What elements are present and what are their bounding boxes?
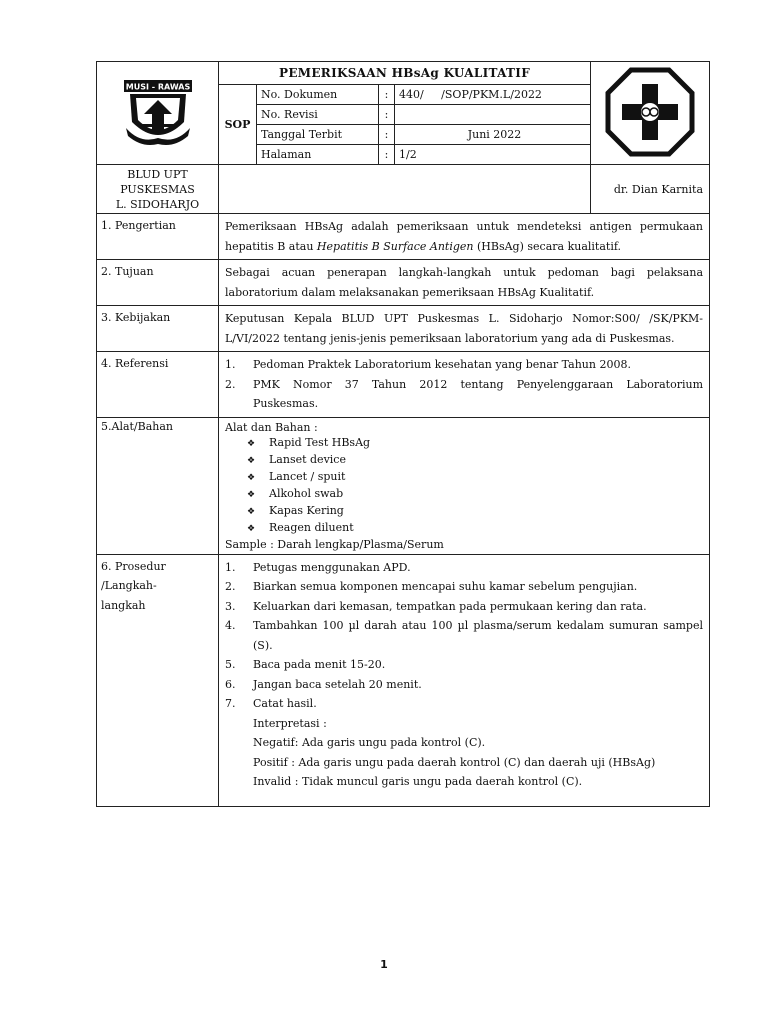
sop-document <box>96 61 709 807</box>
section-content-alat-bahan <box>219 417 710 554</box>
list-item: ❖ Rapid Test HBsAg <box>247 435 703 452</box>
label-line: langkah <box>101 598 146 612</box>
list-number: 1. <box>225 358 236 371</box>
list-text: Keluarkan dari kemasan, tempatkan pada permukaan kering dan rata. <box>253 599 647 613</box>
section-content-kebijakan: Keputusan Kepala BLUD UPT Puskesmas L. Sidoharjo Nomor:S00/ /SK/PKM-L/VI/2022 tentang jenis-jenis pemeriksaan laboratorium yang ada di Puskesmas. <box>219 306 710 352</box>
puskesmas-logo-cell <box>591 62 710 165</box>
list-text: Pedoman Praktek Laboratorium kesehatan yang benar Tahun 2008. <box>253 358 631 371</box>
interpretation-heading: Interpretasi : <box>253 716 327 730</box>
section-label-kebijakan: 3. Kebijakan <box>97 306 219 352</box>
puskesmas-logo <box>604 66 696 158</box>
list-number: 6. <box>225 677 236 691</box>
procedure-list <box>225 558 703 714</box>
section-label-referensi: 4. Referensi <box>97 352 219 418</box>
institution-line: L. SIDOHARJO <box>115 197 200 211</box>
list-item <box>225 694 703 714</box>
list-text: Biarkan semua komponen mencapai suhu kamar sebelum pengujian. <box>253 580 638 593</box>
pengertian-italic-term: Hepatitis B Surface Antigen <box>316 239 474 253</box>
list-number: 5. <box>225 658 236 671</box>
list-item <box>225 675 703 695</box>
list-item <box>225 597 703 617</box>
label-line: 6. Prosedur <box>101 559 166 573</box>
pengertian-text: Pemeriksaan HBsAg adalah pemeriksaan untuk mendeteksi antigen permukaan hepatitis B atau <box>225 220 704 253</box>
section-label-pengertian: 1. Pengertian <box>97 214 219 260</box>
list-number: 7. <box>225 697 236 710</box>
logo-text: MUSI - RAWAS <box>125 82 190 92</box>
signature-area <box>219 165 591 214</box>
signatory-name: dr. Dian Karnita <box>591 165 710 214</box>
interpretation-invalid: Invalid : Tidak muncul garis ungu pada daerah kontrol (C). <box>253 775 583 788</box>
musi-rawas-logo <box>122 78 194 148</box>
meta-colon: : <box>379 125 395 145</box>
list-item <box>225 616 703 655</box>
list-item: ❖ Alkohol swab <box>247 486 703 503</box>
page-number: 1 <box>380 958 388 971</box>
meta-label-tanggal-terbit: Tanggal Terbit <box>257 125 379 145</box>
list-number: 2. <box>225 377 236 391</box>
interpretation-negative: Negatif: Ada garis ungu pada kontrol (C). <box>253 736 486 749</box>
label-line: /Langkah- <box>101 579 157 592</box>
meta-value-tanggal-terbit: Juni 2022 <box>395 125 591 145</box>
meta-colon: : <box>379 85 395 105</box>
meta-label-no-revisi: No. Revisi <box>257 105 379 125</box>
list-text: Tambahkan 100 µl darah atau 100 µl plasma/serum kedalam sumuran sampel (S). <box>253 619 704 652</box>
section-content-tujuan: Sebagai acuan penerapan langkah-langkah untuk pedoman bagi pelaksana laboratorium dalam melaksanakan pemeriksaan HBsAg Kualitatif. <box>219 260 710 306</box>
list-item <box>225 655 703 675</box>
meta-value-no-revisi <box>395 105 591 125</box>
list-item <box>225 558 703 578</box>
list-item: ❖ Lancet / spuit <box>247 469 703 486</box>
section-label-tujuan: 2. Tujuan <box>97 260 219 306</box>
list-item <box>225 577 703 597</box>
meta-value-halaman: 1/2 <box>395 145 591 165</box>
list-text: Petugas menggunakan APD. <box>253 560 411 574</box>
list-item <box>225 375 703 414</box>
meta-colon: : <box>379 145 395 165</box>
sample-line: Sample : Darah lengkap/Plasma/Serum <box>225 537 444 551</box>
section-content-prosedur <box>219 554 710 806</box>
institution-line: BLUD UPT <box>127 167 188 181</box>
interpretation-positive: Positif : Ada garis ungu pada daerah kontrol (C) dan daerah uji (HBsAg) <box>253 755 656 769</box>
list-item <box>225 355 703 375</box>
institution-line: PUSKESMAS <box>120 182 195 196</box>
sop-table <box>96 61 710 807</box>
list-text: Catat hasil. <box>253 697 317 710</box>
list-text: PMK Nomor 37 Tahun 2012 tentang Penyelenggaraan Laboratorium Puskesmas. <box>253 377 704 410</box>
section-content-referensi <box>219 352 710 418</box>
meta-label-no-dokumen: No. Dokumen <box>257 85 379 105</box>
meta-colon: : <box>379 105 395 125</box>
document-title: PEMERIKSAAN HBsAg KUALITATIF <box>219 62 591 85</box>
meta-label-halaman: Halaman <box>257 145 379 165</box>
list-item: ❖ Lanset device <box>247 452 703 469</box>
sop-label: SOP <box>219 85 257 165</box>
section-label-prosedur <box>97 554 219 806</box>
list-number: 1. <box>225 560 236 574</box>
pengertian-text-end: (HBsAg) secara kualitatif. <box>473 239 622 253</box>
interpretation-block <box>225 714 703 792</box>
list-item: ❖ Kapas Kering <box>247 503 703 520</box>
meta-value-no-dokumen: 440/ /SOP/PKM.L/2022 <box>395 85 591 105</box>
alat-intro: Alat dan Bahan : <box>225 420 318 434</box>
list-text: Jangan baca setelah 20 menit. <box>253 677 422 691</box>
section-content-pengertian <box>219 214 710 260</box>
list-text: Baca pada menit 15-20. <box>253 658 386 671</box>
reference-list <box>225 355 703 414</box>
list-number: 2. <box>225 580 236 593</box>
list-number: 4. <box>225 619 236 632</box>
list-number: 3. <box>225 599 236 613</box>
list-item: ❖ Reagen diluent <box>247 520 703 537</box>
equipment-list <box>225 435 703 537</box>
section-label-alat-bahan: 5.Alat/Bahan <box>97 417 219 554</box>
institution-name <box>97 165 219 214</box>
regency-logo-cell <box>97 62 219 165</box>
